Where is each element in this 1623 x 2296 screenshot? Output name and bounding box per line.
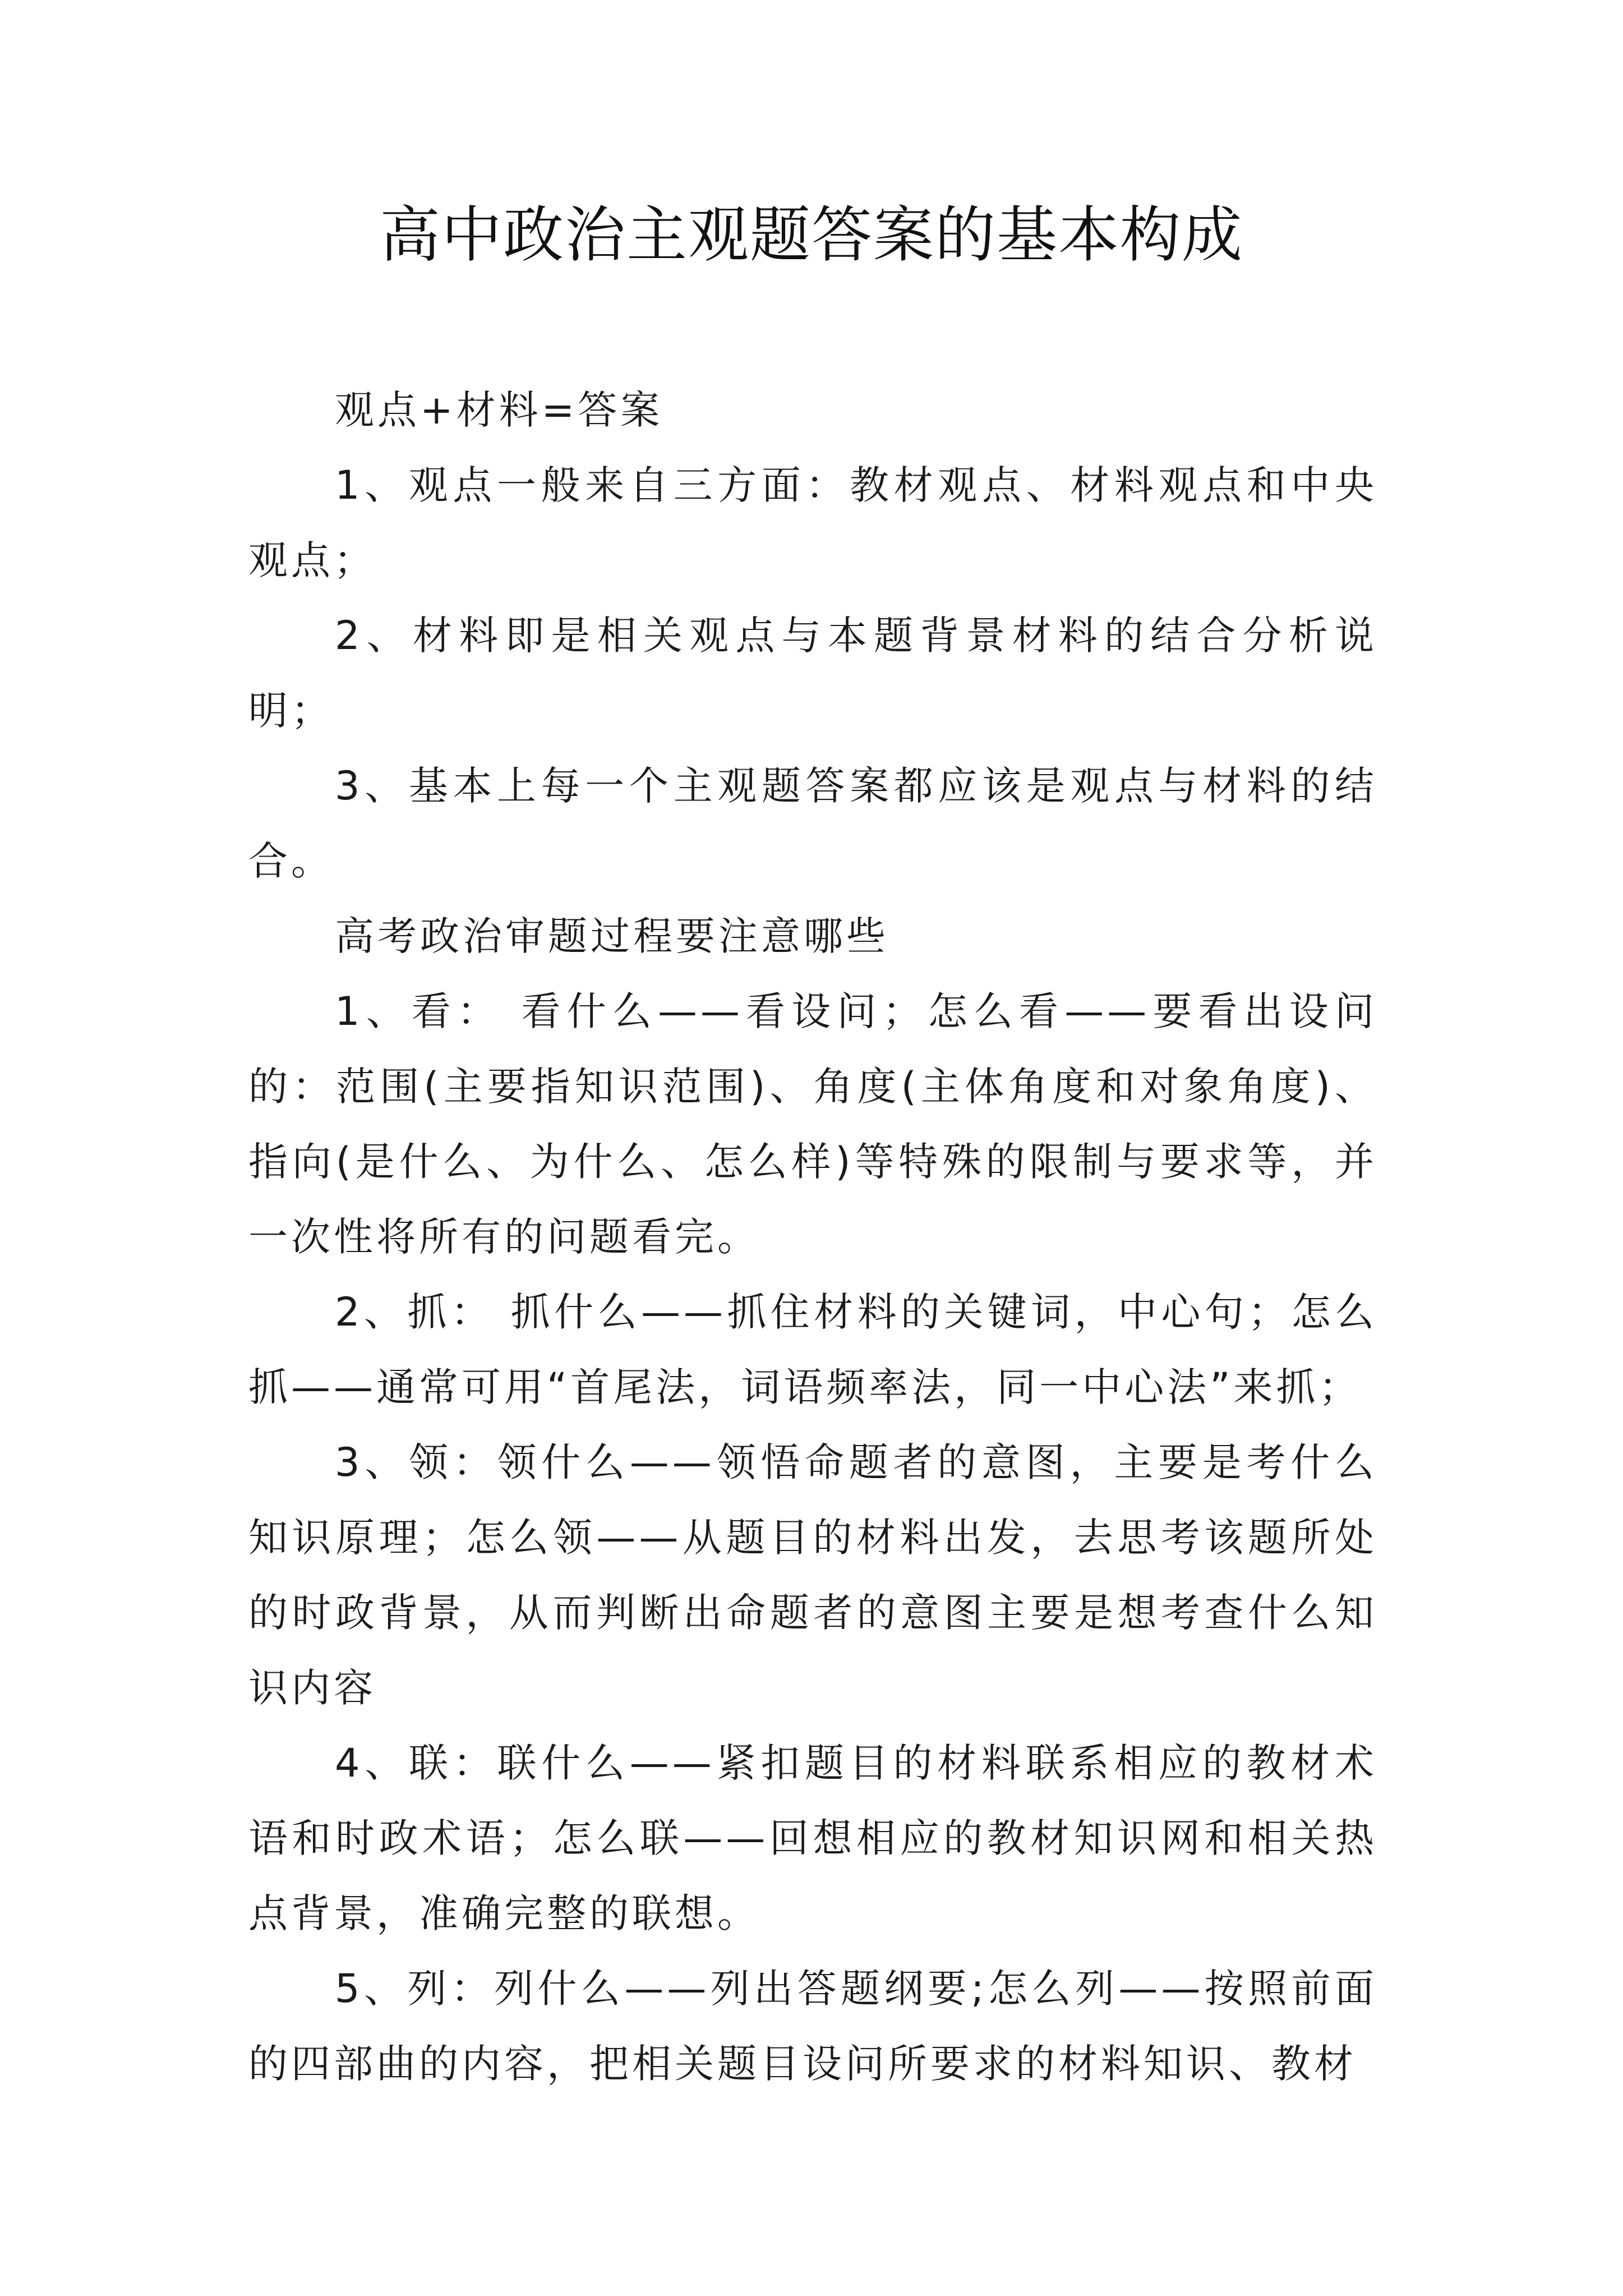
paragraph-step-grasp: 2、抓： 抓什么——抓住材料的关键词，中心句；怎么抓——通常可用“首尾法，词语频率法，同一中心法”来抓； [248, 1289, 1377, 1410]
section-heading: 高考政治审题过程要注意哪些 [335, 913, 889, 959]
paragraph-formula: 观点+材料=答案 [335, 387, 663, 433]
paragraph-step-look: 1、看： 看什么——看设问；怎么看——要看出设问的：范围(主要指知识范围)、角度(主体角度和对象角度)、指向(是什么、为什么、怎么样)等特殊的限制与要求等，并一次性将所有的问题看完。 [248, 988, 1377, 1260]
paragraph-point-2: 2、材料即是相关观点与本题背景材料的结合分析说明； [248, 613, 1377, 734]
paragraph-step-understand: 3、领：领什么——领悟命题者的意图，主要是考什么知识原理；怎么领——从题目的材料出发，去思考该题所处的时政背景，从而判断出命题者的意图主要是想考查什么知识内容 [248, 1439, 1377, 1711]
document-title: 高中政治主观题答案的基本构成 [379, 200, 1243, 270]
paragraph-point-3: 3、基本上每一个主观题答案都应该是观点与材料的结合。 [248, 763, 1377, 884]
document-body [248, 372, 1377, 2101]
paragraph-point-1: 1、观点一般来自三方面：教材观点、材料观点和中央观点； [248, 462, 1377, 583]
paragraph-step-list: 5、列：列什么——列出答题纲要;怎么列——按照前面的四部曲的内容，把相关题目设问所要求的材料知识、教材 [248, 1966, 1377, 2087]
paragraph-step-connect: 4、联：联什么——紧扣题目的材料联系相应的教材术语和时政术语；怎么联——回想相应的教材知识网和相关热点背景，准确完整的联想。 [248, 1740, 1377, 1936]
